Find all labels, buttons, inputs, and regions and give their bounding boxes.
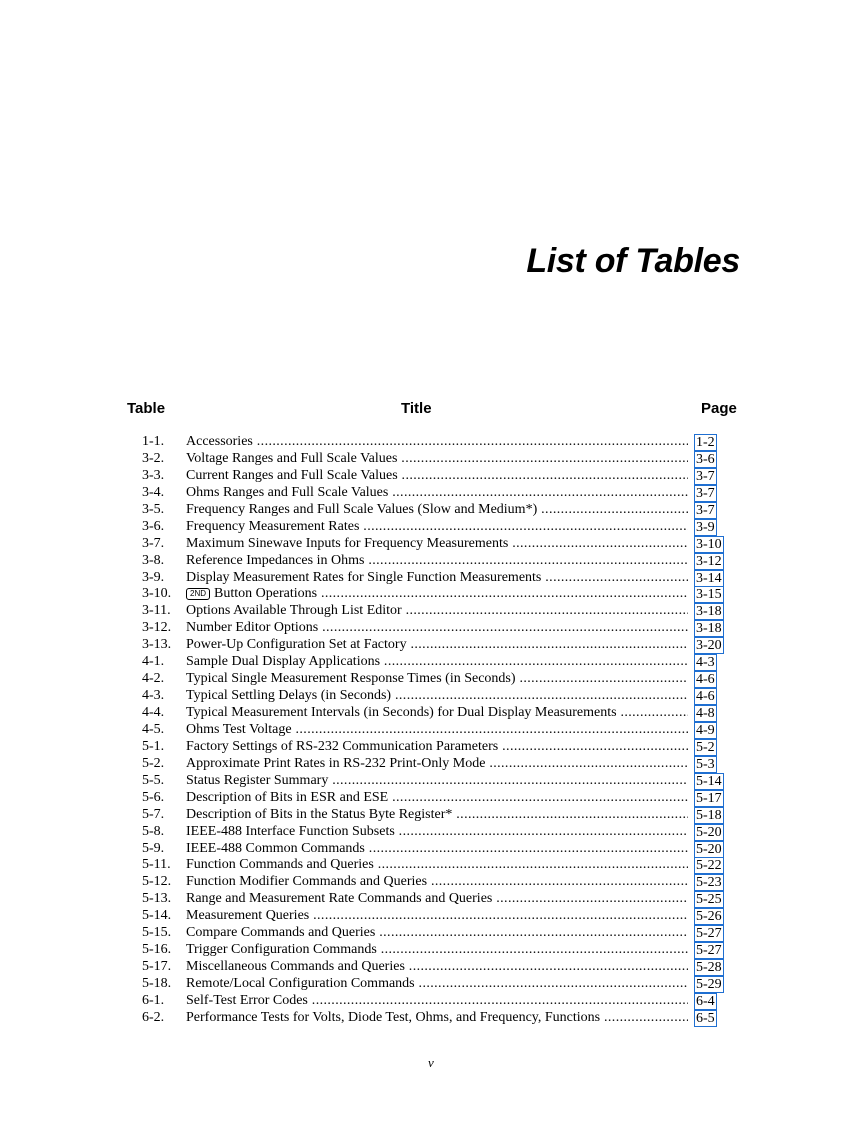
page-title: List of Tables <box>526 242 740 280</box>
table-list-item <box>0 637 866 654</box>
table-title-text: IEEE-488 Interface Function Subsets <box>186 823 395 839</box>
page-link[interactable]: 3-18 <box>696 604 722 620</box>
column-header-page: Page <box>701 400 737 417</box>
table-title-text: Voltage Ranges and Full Scale Values <box>186 450 398 466</box>
table-title <box>186 841 688 858</box>
table-title <box>186 671 688 688</box>
page-link[interactable]: 3-9 <box>696 519 715 535</box>
table-title <box>186 1010 688 1027</box>
table-title-text: Description of Bits in the Status Byte Register* <box>186 806 453 822</box>
table-list-item <box>0 451 866 468</box>
table-title <box>186 925 688 942</box>
table-title-text: Power-Up Configuration Set at Factory <box>186 637 407 653</box>
table-title <box>186 519 688 536</box>
table-title-text: Typical Settling Delays (in Seconds) <box>186 688 392 704</box>
table-list-item <box>0 841 866 858</box>
table-list-item <box>0 925 866 942</box>
table-title <box>186 586 688 603</box>
table-title-text: Button Operations <box>214 586 318 602</box>
table-title <box>186 637 688 654</box>
table-list-item <box>0 790 866 807</box>
page-link[interactable]: 4-3 <box>696 655 715 671</box>
table-list-item <box>0 993 866 1010</box>
table-title <box>186 739 688 756</box>
table-title <box>186 502 688 519</box>
table-title-text: Remote/Local Configuration Commands <box>186 976 415 991</box>
table-list-item <box>0 722 866 739</box>
page-link[interactable]: 6-4 <box>696 993 715 1009</box>
table-title-text: Description of Bits in ESR and ESE <box>186 789 389 805</box>
table-list-item <box>0 603 866 620</box>
table-title <box>186 705 688 722</box>
page-link[interactable]: 4-9 <box>696 722 715 738</box>
table-list-item <box>0 620 866 637</box>
table-list-item <box>0 468 866 485</box>
table-number: 3-11. <box>142 603 171 619</box>
page-link[interactable]: 4-8 <box>696 706 715 721</box>
table-list-item <box>0 434 866 451</box>
table-title-text: Status Register Summary <box>186 772 329 788</box>
table-number: 5-17. <box>142 959 172 975</box>
table-title <box>186 688 688 705</box>
table-number: 5-8. <box>142 823 165 839</box>
table-number: 4-3. <box>142 688 165 704</box>
table-title <box>186 451 688 468</box>
table-title-text: Trigger Configuration Commands <box>186 942 377 958</box>
page-link[interactable]: 3-7 <box>696 485 715 501</box>
table-title-text: Ohms Test Voltage <box>186 721 292 737</box>
page-link[interactable]: 5-20 <box>696 824 722 840</box>
table-number: 5-5. <box>142 772 165 788</box>
table-title-text: Accessories <box>186 434 253 449</box>
page-link[interactable]: 4-6 <box>696 689 715 705</box>
table-number: 3-9. <box>142 569 165 585</box>
table-list-item <box>0 705 866 722</box>
table-title-text: Number Editor Options <box>186 620 319 636</box>
table-number: 4-1. <box>142 654 165 670</box>
page-link[interactable]: 3-7 <box>696 502 715 518</box>
table-title <box>186 976 688 993</box>
table-title-text: Function Modifier Commands and Queries <box>186 874 428 890</box>
table-title <box>186 756 688 773</box>
table-list-item <box>0 519 866 536</box>
table-title-text: Function Commands and Queries <box>186 857 374 873</box>
key-2nd-icon: 2ND <box>186 588 210 600</box>
table-list-item <box>0 874 866 891</box>
table-list-item <box>0 908 866 925</box>
table-list-item <box>0 654 866 671</box>
table-list-item <box>0 942 866 959</box>
table-number: 3-8. <box>142 552 165 568</box>
table-title-text: Range and Measurement Rate Commands and Queries <box>186 891 493 907</box>
table-title-text: Sample Dual Display Applications <box>186 654 381 670</box>
table-title-text: Display Measurement Rates for Single Function Measurements <box>186 569 542 585</box>
table-title <box>186 942 688 959</box>
table-title <box>186 993 688 1010</box>
page-link[interactable]: 5-14 <box>696 773 722 789</box>
table-title <box>186 807 688 824</box>
table-number: 5-16. <box>142 942 172 958</box>
table-number: 5-15. <box>142 925 172 941</box>
table-number: 3-7. <box>142 535 165 551</box>
table-title <box>186 536 688 553</box>
table-list-item <box>0 688 866 705</box>
table-title-text: Measurement Queries <box>186 908 310 924</box>
table-number: 5-6. <box>142 789 165 805</box>
page-link[interactable]: 5-23 <box>696 875 722 891</box>
table-title <box>186 874 688 891</box>
page-link[interactable]: 5-2 <box>696 739 715 755</box>
table-title <box>186 654 688 671</box>
table-list-item <box>0 857 866 874</box>
table-title <box>186 620 688 637</box>
table-title-text: Ohms Ranges and Full Scale Values <box>186 484 389 500</box>
table-list-item <box>0 502 866 519</box>
table-title-text: Frequency Measurement Rates <box>186 518 360 534</box>
table-number: 3-4. <box>142 484 165 500</box>
table-number: 5-14. <box>142 908 172 924</box>
table-number: 3-13. <box>142 637 172 653</box>
page-link[interactable]: 5-28 <box>696 960 722 976</box>
page-link[interactable]: 6-5 <box>696 1010 715 1026</box>
table-title <box>186 570 688 587</box>
table-title-text: Typical Measurement Intervals (in Seconds) for Dual Display Measurements <box>186 705 617 720</box>
table-number: 1-1. <box>142 434 165 449</box>
table-list-item <box>0 824 866 841</box>
table-title <box>186 485 688 502</box>
page-number: v <box>428 1055 434 1070</box>
page-link[interactable]: 3-10 <box>696 536 722 552</box>
table-title-text: Performance Tests for Volts, Diode Test, Ohms, and Frequency, Functions <box>186 1009 601 1025</box>
table-title <box>186 824 688 841</box>
table-title <box>186 891 688 908</box>
table-number: 3-12. <box>142 620 172 636</box>
table-title <box>186 603 688 620</box>
page-link[interactable]: 5-22 <box>696 858 722 874</box>
table-number: 5-9. <box>142 840 165 856</box>
page-link[interactable]: 3-6 <box>696 451 715 467</box>
table-title-text: Frequency Ranges and Full Scale Values (Slow and Medium*) <box>186 501 538 517</box>
table-title <box>186 959 688 976</box>
table-list-item <box>0 536 866 553</box>
table-number: 6-1. <box>142 992 165 1008</box>
table-title-text: Current Ranges and Full Scale Values <box>186 467 398 483</box>
table-number: 5-2. <box>142 755 165 771</box>
page-link[interactable]: 5-18 <box>696 807 722 823</box>
table-list-item <box>0 756 866 773</box>
page-link[interactable]: 5-20 <box>696 841 722 857</box>
table-number: 4-2. <box>142 671 165 687</box>
table-title-text: Miscellaneous Commands and Queries <box>186 959 405 975</box>
page-link[interactable]: 3-7 <box>696 468 715 484</box>
table-number: 4-4. <box>142 705 165 720</box>
page-link[interactable]: 1-2 <box>696 435 715 450</box>
table-title-text: Options Available Through List Editor <box>186 603 402 619</box>
table-list-item <box>0 959 866 976</box>
page-link[interactable]: 3-15 <box>696 587 722 603</box>
page-link[interactable]: 5-26 <box>696 909 722 925</box>
table-number: 4-5. <box>142 721 165 737</box>
table-list-item <box>0 773 866 790</box>
table-title-text: Typical Single Measurement Response Times (in Seconds) <box>186 671 516 687</box>
table-list-item <box>0 586 866 603</box>
table-number: 3-3. <box>142 467 165 483</box>
table-title <box>186 773 688 790</box>
table-list <box>0 434 866 1027</box>
page-link[interactable]: 5-17 <box>696 790 722 806</box>
table-number: 3-10. <box>142 586 172 602</box>
table-list-item <box>0 891 866 908</box>
page-link[interactable]: 5-27 <box>696 926 722 942</box>
table-title-text: IEEE-488 Common Commands <box>186 840 365 856</box>
table-list-item <box>0 671 866 688</box>
table-number: 3-2. <box>142 450 165 466</box>
table-number: 5-12. <box>142 874 172 890</box>
table-number: 5-7. <box>142 806 165 822</box>
table-number: 3-5. <box>142 501 165 517</box>
table-list-item <box>0 553 866 570</box>
table-list-item <box>0 739 866 756</box>
page-link[interactable]: 3-18 <box>696 621 722 637</box>
table-title-text: Reference Impedances in Ohms <box>186 552 365 568</box>
table-title <box>186 434 688 451</box>
table-title-text: Maximum Sinewave Inputs for Frequency Measurements <box>186 535 509 551</box>
table-list-item <box>0 570 866 587</box>
table-list-item <box>0 485 866 502</box>
table-title-text: Self-Test Error Codes <box>186 992 308 1008</box>
table-list-item <box>0 807 866 824</box>
table-title-text: Approximate Print Rates in RS-232 Print-Only Mode <box>186 755 486 771</box>
table-number: 6-2. <box>142 1009 165 1025</box>
table-title-text: Factory Settings of RS-232 Communication Parameters <box>186 738 499 754</box>
table-title <box>186 790 688 807</box>
table-number: 5-11. <box>142 857 171 873</box>
table-title-text: Compare Commands and Queries <box>186 925 376 941</box>
column-header-title: Title <box>401 400 432 417</box>
page-link[interactable]: 5-3 <box>696 756 715 772</box>
table-number: 3-6. <box>142 518 165 534</box>
table-number: 5-1. <box>142 738 165 754</box>
table-number: 5-13. <box>142 891 172 907</box>
page-link[interactable]: 5-27 <box>696 943 722 959</box>
table-title <box>186 468 688 485</box>
table-title <box>186 857 688 874</box>
page-link[interactable]: 3-12 <box>696 553 722 569</box>
page-link[interactable]: 5-25 <box>696 892 722 908</box>
column-header-table: Table <box>127 400 166 417</box>
table-title <box>186 908 688 925</box>
table-list-item <box>0 976 866 993</box>
table-list-item <box>0 1010 866 1027</box>
table-title <box>186 722 688 739</box>
table-title <box>186 553 688 570</box>
table-number: 5-18. <box>142 976 172 991</box>
page-link[interactable]: 5-29 <box>696 977 722 992</box>
page-link[interactable]: 3-20 <box>696 638 722 654</box>
page-link[interactable]: 4-6 <box>696 672 715 688</box>
page-link[interactable]: 3-14 <box>696 570 722 586</box>
